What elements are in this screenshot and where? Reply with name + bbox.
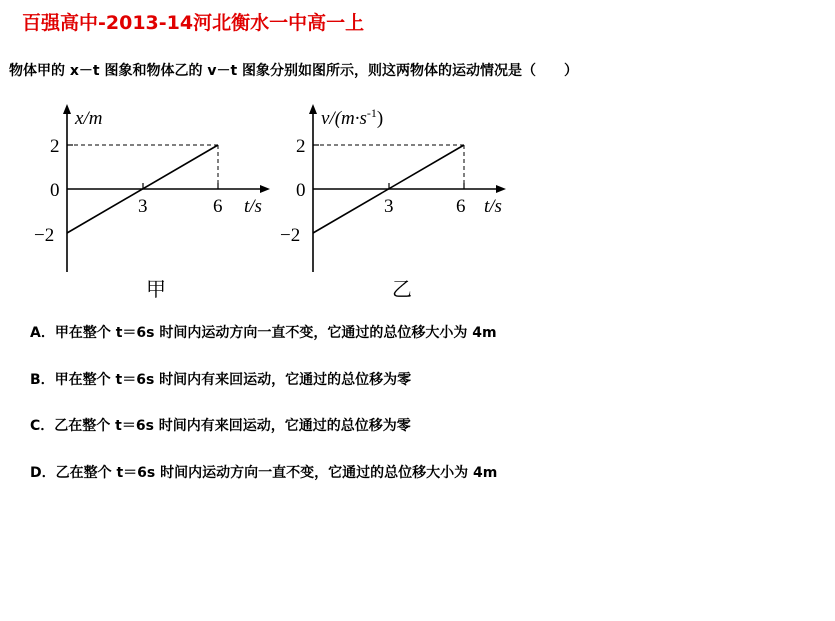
y-axis-label-end: ) (376, 108, 384, 129)
graph-yi-svg (276, 100, 536, 310)
y-tick-label-0: 0 (296, 180, 306, 201)
x-tick-label-3: 3 (384, 196, 394, 217)
graph-caption: 乙 (392, 279, 412, 301)
option-b[interactable]: B．甲在整个 t＝6s 时间内有来回运动，它通过的总位移为零 (30, 372, 412, 388)
y-axis-label-sup: -1 (366, 106, 377, 120)
page-title: 百强高中-2013-14河北衡水一中高一上 (22, 12, 365, 34)
option-d[interactable]: D．乙在整个 t＝6s 时间内运动方向一直不变，它通过的总位移大小为 4m (30, 465, 498, 481)
y-tick-label-2: 2 (50, 136, 60, 157)
option-a[interactable]: A．甲在整个 t＝6s 时间内运动方向一直不变，它通过的总位移大小为 4m (30, 325, 497, 341)
graph-yi (276, 100, 536, 314)
graph-jia-svg (30, 100, 290, 310)
x-axis-label: t/s (244, 196, 262, 217)
x-axis-arrow (496, 185, 506, 193)
y-axis-label: x/m (75, 108, 103, 129)
option-c[interactable]: C．乙在整个 t＝6s 时间内有来回运动，它通过的总位移为零 (30, 418, 411, 434)
graph-caption: 甲 (146, 279, 166, 301)
y-axis-label (321, 106, 383, 129)
x-tick-label-6: 6 (456, 196, 466, 217)
y-axis-arrow (309, 104, 317, 114)
question-stem: 物体甲的 x－t 图象和物体乙的 v－t 图象分别如图所示，则这两物体的运动情况是（ ） (9, 63, 579, 79)
y-axis-arrow (63, 104, 71, 114)
x-tick-label-3: 3 (138, 196, 148, 217)
x-axis-arrow (260, 185, 270, 193)
x-tick-label-6: 6 (213, 196, 223, 217)
graph-jia (30, 100, 290, 314)
y-tick-label-2: 2 (296, 136, 306, 157)
y-tick-label-neg2: −2 (34, 225, 55, 246)
y-tick-label-neg2: −2 (280, 225, 301, 246)
y-tick-label-0: 0 (50, 180, 60, 201)
y-axis-label-main: v/(m·s (321, 108, 367, 129)
x-axis-label: t/s (484, 196, 502, 217)
